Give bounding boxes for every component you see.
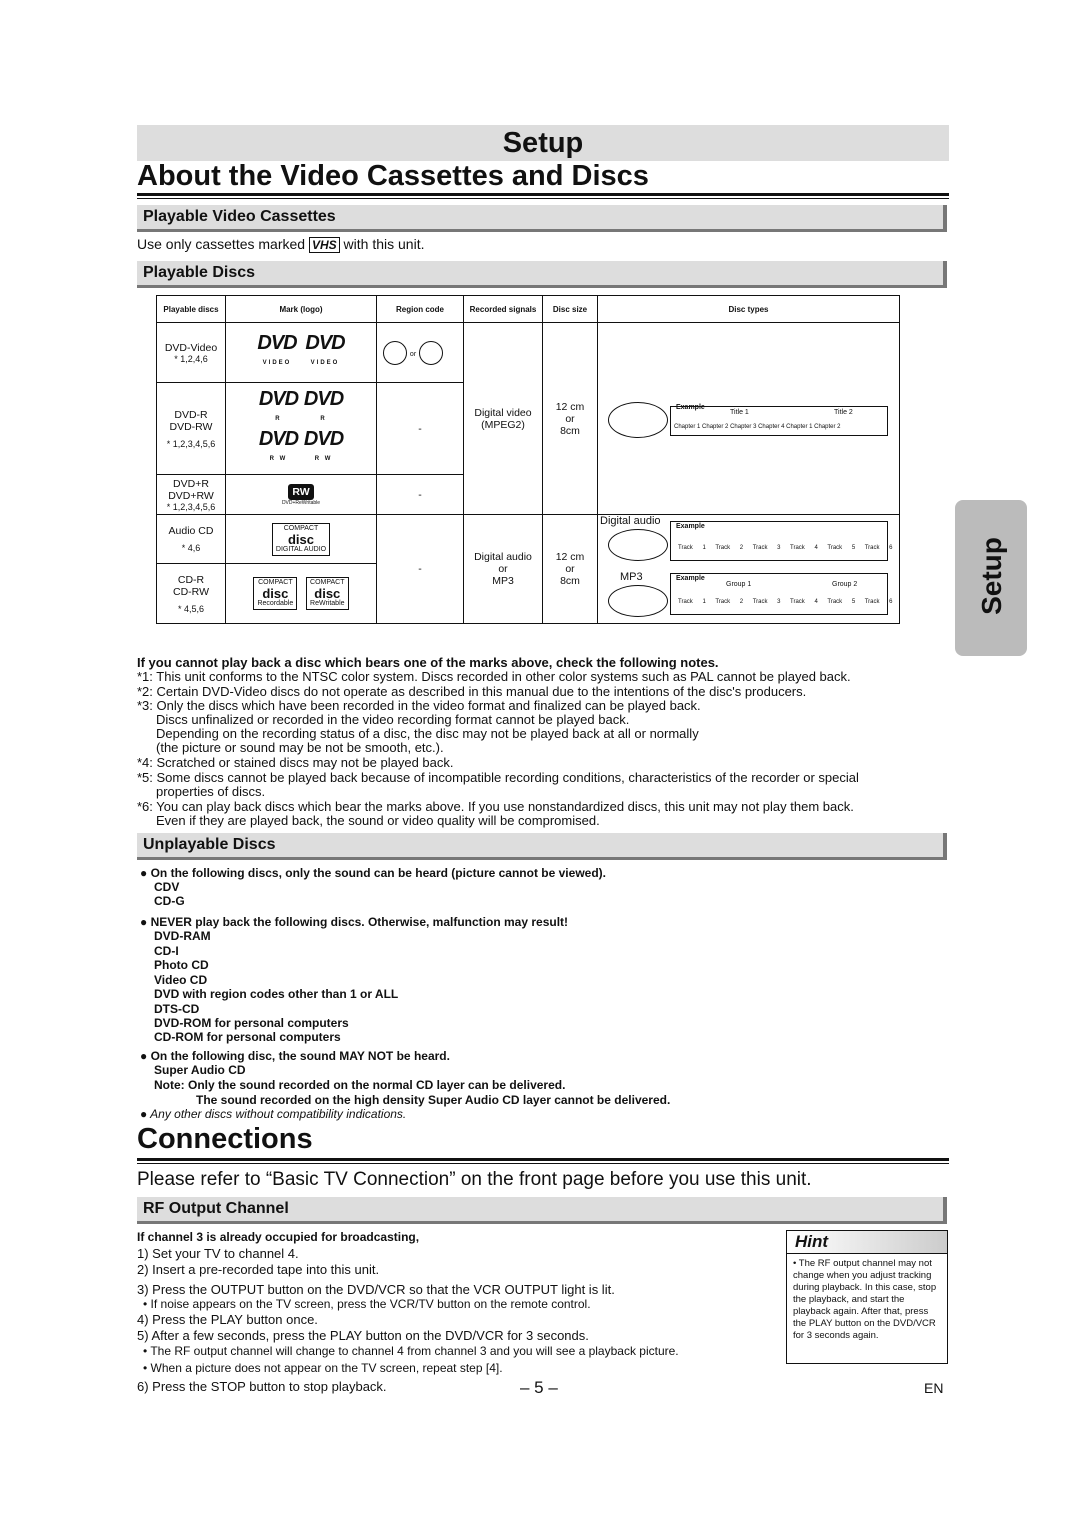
chapter-label: Chapter 3: [730, 423, 757, 430]
recordable-text: Recordable: [257, 600, 294, 608]
connections-rule: [137, 1158, 949, 1161]
region-or: or: [409, 350, 417, 358]
setup-title: Setup: [502, 126, 584, 159]
size-video: 12 cm or 8cm: [543, 323, 598, 515]
rf-step-3-note: • If noise appears on the TV screen, press the VCR/TV button on the remote control.: [143, 1297, 591, 1311]
title-rule-thin: [137, 198, 949, 199]
rf-step-5-note: • The RF output channel will change to channel 4 from channel 3 and you will see a playback picture.: [143, 1344, 679, 1358]
unplayable-item: DTS-CD: [154, 1002, 200, 1016]
chapter-label: Chapter 1: [786, 423, 813, 430]
disc-name: CD-R CD-RW: [173, 573, 209, 598]
note-1: *1: This unit conforms to the NTSC color system. Discs recorded in other color systems such as PAL cannot be played back.: [137, 669, 851, 684]
region-cd: -: [377, 515, 464, 624]
disc-note: * 1,2,4,6: [174, 353, 208, 364]
bullet-text: NEVER play back the following discs. Otherwise, malfunction may result!: [150, 915, 569, 929]
note-5: *5: Some discs cannot be played back because of incompatible recording conditions, characteristics of the recorder or special: [137, 770, 859, 785]
cd-r-logos: [226, 564, 377, 624]
vhs-logo: VHS: [309, 237, 340, 253]
unplayable-item: The sound recorded on the high density Super Audio CD layer cannot be delivered.: [196, 1093, 671, 1107]
disc-name: Audio CD: [168, 525, 214, 538]
diagram-example: Example: [676, 403, 705, 411]
dvd-logo-text: DVD: [258, 387, 299, 410]
connections-rule-thin: [137, 1163, 949, 1164]
mp3-label: MP3: [620, 571, 643, 583]
chapter-label: Chapter 2: [702, 423, 729, 430]
bullet-text: On the following discs, only the sound can be heard (picture cannot be viewed).: [150, 866, 606, 880]
group-label: Group 1: [726, 581, 752, 588]
unplayable-item: CDV: [154, 880, 180, 894]
section-heading-cassettes: Playable Video Cassettes: [137, 205, 947, 232]
disc-text: disc: [262, 586, 289, 602]
region-code-cell: [377, 323, 464, 383]
rf-step-2: 2) Insert a pre-recorded tape into this unit.: [137, 1262, 380, 1277]
connections-title: Connections: [137, 1123, 313, 1155]
hint-text: • The RF output channel may not change when you adjust tracking during playback. In this case, stop the playback, and start the playback again. After that, press the PLAY button on the DVD/VCR for 3 seconds again.: [793, 1258, 937, 1341]
section-heading-discs: Playable Discs: [137, 261, 947, 288]
note-3d: (the picture or sound may be not be smooth, etc.).: [156, 740, 444, 755]
chapter-row: [674, 424, 841, 430]
row-cd-r: [157, 564, 226, 624]
track-label: Track 4: [790, 599, 818, 605]
chapter-label: Chapter 4: [758, 423, 785, 430]
title-rule: [137, 193, 949, 196]
disc-note: * 4,6: [181, 543, 201, 554]
digital-audio-label: Digital audio: [600, 515, 661, 527]
rf-step-5-note-2: • When a picture does not appear on the TV screen, repeat step [4].: [143, 1361, 503, 1375]
diagram-dvd: [598, 323, 900, 515]
dvd-logo-text: DVD: [303, 427, 344, 450]
dvd-logo-text: DVD: [303, 387, 344, 410]
track-label: Track 6: [864, 545, 893, 551]
dvd-logo: [257, 333, 296, 373]
dvd-logo: [305, 333, 344, 373]
track-row: [678, 599, 893, 605]
disc-icon: [608, 529, 668, 561]
track-label: Track 4: [790, 545, 818, 551]
track-label: Track 3: [752, 545, 781, 551]
track-label: Track 2: [715, 599, 744, 605]
audio-cd-logo-cell: [226, 515, 377, 564]
rw-logo-text: R W: [269, 455, 288, 462]
dvd-r-logo: [304, 389, 343, 429]
diagram-box: [670, 403, 888, 436]
bullet-text: Any other discs without compatibility indications.: [150, 1107, 407, 1121]
chapter-label: Chapter 2: [814, 423, 841, 430]
cassettes-text-after: with this unit.: [343, 236, 425, 252]
dvd-plus-rw-logo-cell: [226, 475, 377, 515]
note-3: *3: Only the discs which have been recorded in the video format and finalized can be played back.: [137, 698, 701, 713]
signals-video: Digital video (MPEG2): [464, 323, 543, 515]
compact-text: COMPACT: [258, 579, 293, 587]
page-number: – 5 –: [520, 1378, 558, 1397]
note-6b: Even if they are played back, the sound or video quality will be compromised.: [156, 813, 600, 828]
region-1-icon: [383, 341, 407, 365]
region-dvd-r: -: [377, 383, 464, 475]
dvd-logo-text: DVD: [257, 331, 297, 354]
section-heading-rf: RF Output Channel: [137, 1197, 947, 1224]
row-dvd-video: [157, 323, 226, 383]
col-playable: Playable discs: [157, 296, 226, 323]
note-3c: Depending on the recording status of a disc, the disc may not be played back at all or normally: [156, 726, 699, 741]
compact-text: COMPACT: [310, 579, 345, 587]
unplayable-item: Super Audio CD: [154, 1063, 246, 1077]
side-tab-label: Setup: [976, 537, 1007, 615]
rf-step-4: 4) Press the PLAY button once.: [137, 1312, 318, 1327]
unplayable-item: Photo CD: [154, 958, 209, 972]
unplayable-bullet-2: ● NEVER play back the following discs. Otherwise, malfunction may result!: [140, 915, 569, 929]
cd-rewritable-logo: [306, 577, 349, 610]
unplayable-bullet-4: ● Any other discs without compatibility indications.: [140, 1107, 407, 1121]
disc-name: DVD-R DVD-RW: [169, 408, 213, 433]
region-all-icon: [419, 341, 443, 365]
diagram-example: Example: [676, 575, 705, 582]
col-signals: Recorded signals: [464, 296, 543, 323]
dvd-r-logo: [259, 389, 298, 429]
section-heading-unplayable: Unplayable Discs: [137, 833, 947, 860]
video-logo-text: VIDEO: [310, 359, 340, 366]
language-code: EN: [924, 1380, 944, 1396]
note-2: *2: Certain DVD-Video discs do not operate as described in this manual due to the intentions of the disc's producers.: [137, 684, 807, 699]
rf-step-1: 1) Set your TV to channel 4.: [137, 1246, 299, 1261]
disc-name: DVD+R DVD+RW: [168, 477, 214, 502]
track-label: Track 5: [827, 545, 856, 551]
track-label: Track 3: [752, 599, 781, 605]
rewritable-text: ReWritable: [310, 600, 345, 608]
unplayable-item: DVD-ROM for personal computers: [154, 1016, 349, 1030]
unplayable-item: CD-G: [154, 894, 185, 908]
disc-text: disc: [287, 531, 314, 547]
note-4: *4: Scratched or stained discs may not be played back.: [137, 755, 454, 770]
setup-title-bar: [137, 125, 949, 161]
compact-disc-logo: [272, 523, 330, 556]
col-size: Disc size: [543, 296, 598, 323]
unplayable-bullet-1: ● On the following discs, only the sound can be heard (picture cannot be viewed).: [140, 866, 606, 880]
track-label: Track 2: [715, 545, 744, 551]
r-logo-text: R: [275, 415, 282, 422]
dvd-rw-logo: [304, 429, 343, 469]
disc-text: disc: [314, 586, 341, 602]
unplayable-item: DVD with region codes other than 1 or ALL: [154, 987, 399, 1001]
rw-logo-text: R W: [314, 455, 333, 462]
dvd-r-logos: [226, 383, 377, 475]
disc-table: [156, 295, 900, 624]
rf-intro: If channel 3 is already occupied for broadcasting,: [137, 1230, 420, 1244]
cassettes-text-before: Use only cassettes marked: [137, 236, 306, 252]
dvd-logo-text: DVD: [305, 331, 345, 354]
disc-icon: [608, 585, 668, 617]
track-label: Track 6: [864, 599, 893, 605]
dvd-video-logos: [226, 323, 377, 383]
video-logo-text: VIDEO: [262, 359, 292, 366]
rw-logo: RW: [288, 484, 313, 500]
title-label: Title 2: [834, 408, 853, 416]
row-dvd-plus: [157, 475, 226, 515]
cd-recordable-logo: [253, 577, 297, 610]
signals-audio: Digital audio or MP3: [464, 515, 543, 624]
cassettes-text: [137, 237, 424, 253]
disc-note: * 1,2,3,4,5,6: [166, 438, 216, 449]
page-title: About the Video Cassettes and Discs: [137, 160, 649, 192]
notes-intro: If you cannot play back a disc which bears one of the marks above, check the following notes.: [137, 655, 719, 670]
row-dvd-r: [157, 383, 226, 475]
unplayable-item: Note: Only the sound recorded on the normal CD layer can be delivered.: [154, 1078, 566, 1092]
col-types: Disc types: [598, 296, 900, 323]
rw-caption: DVD+ReWritable: [281, 499, 321, 506]
title-label: Title 1: [730, 408, 749, 416]
row-audio-cd: [157, 515, 226, 564]
bullet-text: On the following disc, the sound MAY NOT be heard.: [150, 1049, 450, 1063]
connections-intro: Please refer to “Basic TV Connection” on the front page before you use this unit.: [137, 1169, 812, 1190]
note-3b: Discs unfinalized or recorded in the video recording format cannot be played back.: [156, 712, 630, 727]
rf-step-6: 6) Press the STOP button to stop playback.: [137, 1379, 387, 1394]
group-label: Group 2: [832, 581, 858, 588]
hint-box: [786, 1230, 948, 1364]
track-label: Track 1: [678, 599, 706, 605]
dvd-logo-text: DVD: [258, 427, 299, 450]
unplayable-bullet-3: ● On the following disc, the sound MAY NOT be heard.: [140, 1049, 450, 1063]
size-audio: 12 cm or 8cm: [543, 515, 598, 624]
rf-step-3: 3) Press the OUTPUT button on the DVD/VCR so that the VCR OUTPUT light is lit.: [137, 1282, 615, 1297]
disc-icon: [608, 402, 668, 438]
unplayable-item: CD-ROM for personal computers: [154, 1030, 341, 1044]
rf-step-5: 5) After a few seconds, press the PLAY button on the DVD/VCR for 3 seconds.: [137, 1328, 589, 1343]
dvd-rw-logo: [259, 429, 298, 469]
compact-text: COMPACT: [283, 524, 319, 532]
disc-name: DVD-Video: [164, 341, 218, 354]
diagram-example: Example: [676, 523, 705, 530]
digital-audio-text: DIGITAL AUDIO: [275, 545, 327, 553]
unplayable-item: CD-I: [154, 944, 179, 958]
note-5b: properties of discs.: [156, 784, 266, 799]
note-6: *6: You can play back discs which bear the marks above. If you use nonstandardized discs, this unit may not play them back.: [137, 799, 854, 814]
diagram-cd: [598, 515, 900, 624]
col-mark: Mark (logo): [226, 296, 377, 323]
col-region: Region code: [377, 296, 464, 323]
track-label: Track 1: [678, 545, 706, 551]
disc-note: * 1,2,3,4,5,6: [166, 501, 216, 512]
r-logo-text: R: [320, 415, 327, 422]
track-row: [678, 545, 893, 551]
hint-title: Hint: [787, 1231, 947, 1254]
track-label: Track 5: [827, 599, 856, 605]
disc-note: * 4,5,6: [177, 603, 205, 614]
chapter-label: Chapter 1: [674, 423, 701, 430]
unplayable-item: Video CD: [154, 973, 208, 987]
region-dvd-plus: -: [377, 475, 464, 515]
unplayable-item: DVD-RAM: [154, 929, 211, 943]
